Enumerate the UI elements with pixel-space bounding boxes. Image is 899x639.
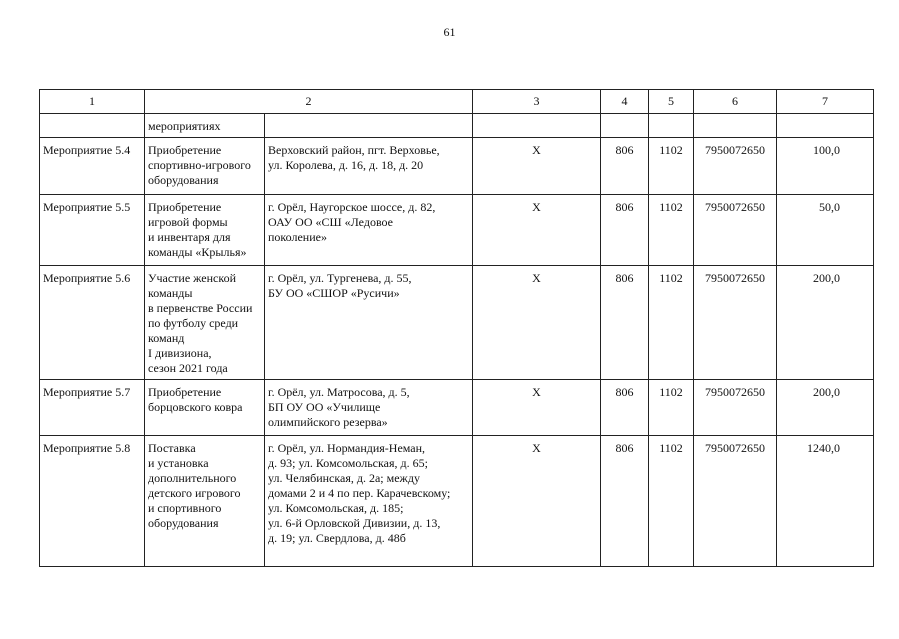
cell-col5: 1102 (649, 266, 694, 380)
cell-id: Мероприятие 5.6 (40, 266, 145, 380)
header-cell-3: 3 (473, 90, 601, 114)
cell-address: г. Орёл, Наугорское шоссе, д. 82, ОАУ ОО «СШ «Ледовое поколение» (265, 195, 473, 266)
cell-address: Верховский район, пгт. Верховье, ул. Королева, д. 16, д. 18, д. 20 (265, 138, 473, 195)
cell-id: Мероприятие 5.7 (40, 380, 145, 436)
cell-col3: Х (473, 195, 601, 266)
cell-name: Поставка и установка дополнительного детского игрового и спортивного оборудования (145, 436, 265, 567)
cell-col6 (694, 114, 777, 138)
header-cell-4: 4 (601, 90, 649, 114)
cell-col3: Х (473, 436, 601, 567)
page-number: 61 (443, 25, 456, 39)
table-row (40, 436, 874, 567)
cell-col4 (601, 114, 649, 138)
cell-col7: 1240,0 (777, 436, 874, 567)
cell-col7: 200,0 (777, 380, 874, 436)
table-row (40, 380, 874, 436)
cell-col7: 50,0 (777, 195, 874, 266)
cell-id (40, 114, 145, 138)
cell-col4: 806 (601, 266, 649, 380)
cell-address (265, 114, 473, 138)
cell-col4: 806 (601, 436, 649, 567)
header-cell-5: 5 (649, 90, 694, 114)
cell-col5: 1102 (649, 436, 694, 567)
cell-name: Приобретение игровой формы и инвентаря для команды «Крылья» (145, 195, 265, 266)
cell-id: Мероприятие 5.8 (40, 436, 145, 567)
cell-address: г. Орёл, ул. Тургенева, д. 55, БУ ОО «СШОР «Русичи» (265, 266, 473, 380)
cell-col6: 7950072650 (694, 436, 777, 567)
cell-col6: 7950072650 (694, 138, 777, 195)
cell-col5: 1102 (649, 380, 694, 436)
cell-col4: 806 (601, 380, 649, 436)
cell-name: Участие женской команды в первенстве России по футболу среди команд I дивизиона, сезон 2021 года (145, 266, 265, 380)
cell-name: мероприятиях (145, 114, 265, 138)
cell-name: Приобретение спортивно-игрового оборудования (145, 138, 265, 195)
cell-col7 (777, 114, 874, 138)
table-row (40, 266, 874, 380)
cell-col3 (473, 114, 601, 138)
cell-address: г. Орёл, ул. Нормандия-Неман, д. 93; ул. Комсомольская, д. 65; ул. Челябинская, д. 2а; между домами 2 и 4 по пер. Карачевскому; ул. Комсомольская, д. 185; ул. 6-й Орловской Дивизии, д. 13, д. 19; ул. Свердлова, д. 48б (265, 436, 473, 567)
cell-col7: 200,0 (777, 266, 874, 380)
cell-col4: 806 (601, 195, 649, 266)
cell-id: Мероприятие 5.5 (40, 195, 145, 266)
cell-col6: 7950072650 (694, 380, 777, 436)
header-cell-6: 6 (694, 90, 777, 114)
header-cell-1: 1 (40, 90, 145, 114)
cell-col3: Х (473, 138, 601, 195)
table-row (40, 138, 874, 195)
header-cell-7: 7 (777, 90, 874, 114)
cell-id: Мероприятие 5.4 (40, 138, 145, 195)
cell-col7: 100,0 (777, 138, 874, 195)
cell-col5: 1102 (649, 195, 694, 266)
table-header-row (40, 90, 874, 114)
cell-col3: Х (473, 380, 601, 436)
table-row (40, 195, 874, 266)
cell-col6: 7950072650 (694, 266, 777, 380)
cell-name: Приобретение борцовского ковра (145, 380, 265, 436)
budget-table (39, 89, 874, 567)
header-cell-2: 2 (145, 90, 473, 114)
cell-col5: 1102 (649, 138, 694, 195)
cell-address: г. Орёл, ул. Матросова, д. 5, БП ОУ ОО «Училище олимпийского резерва» (265, 380, 473, 436)
cell-col5 (649, 114, 694, 138)
cell-col4: 806 (601, 138, 649, 195)
table-row-continuation (40, 114, 874, 138)
cell-col3: Х (473, 266, 601, 380)
cell-col6: 7950072650 (694, 195, 777, 266)
